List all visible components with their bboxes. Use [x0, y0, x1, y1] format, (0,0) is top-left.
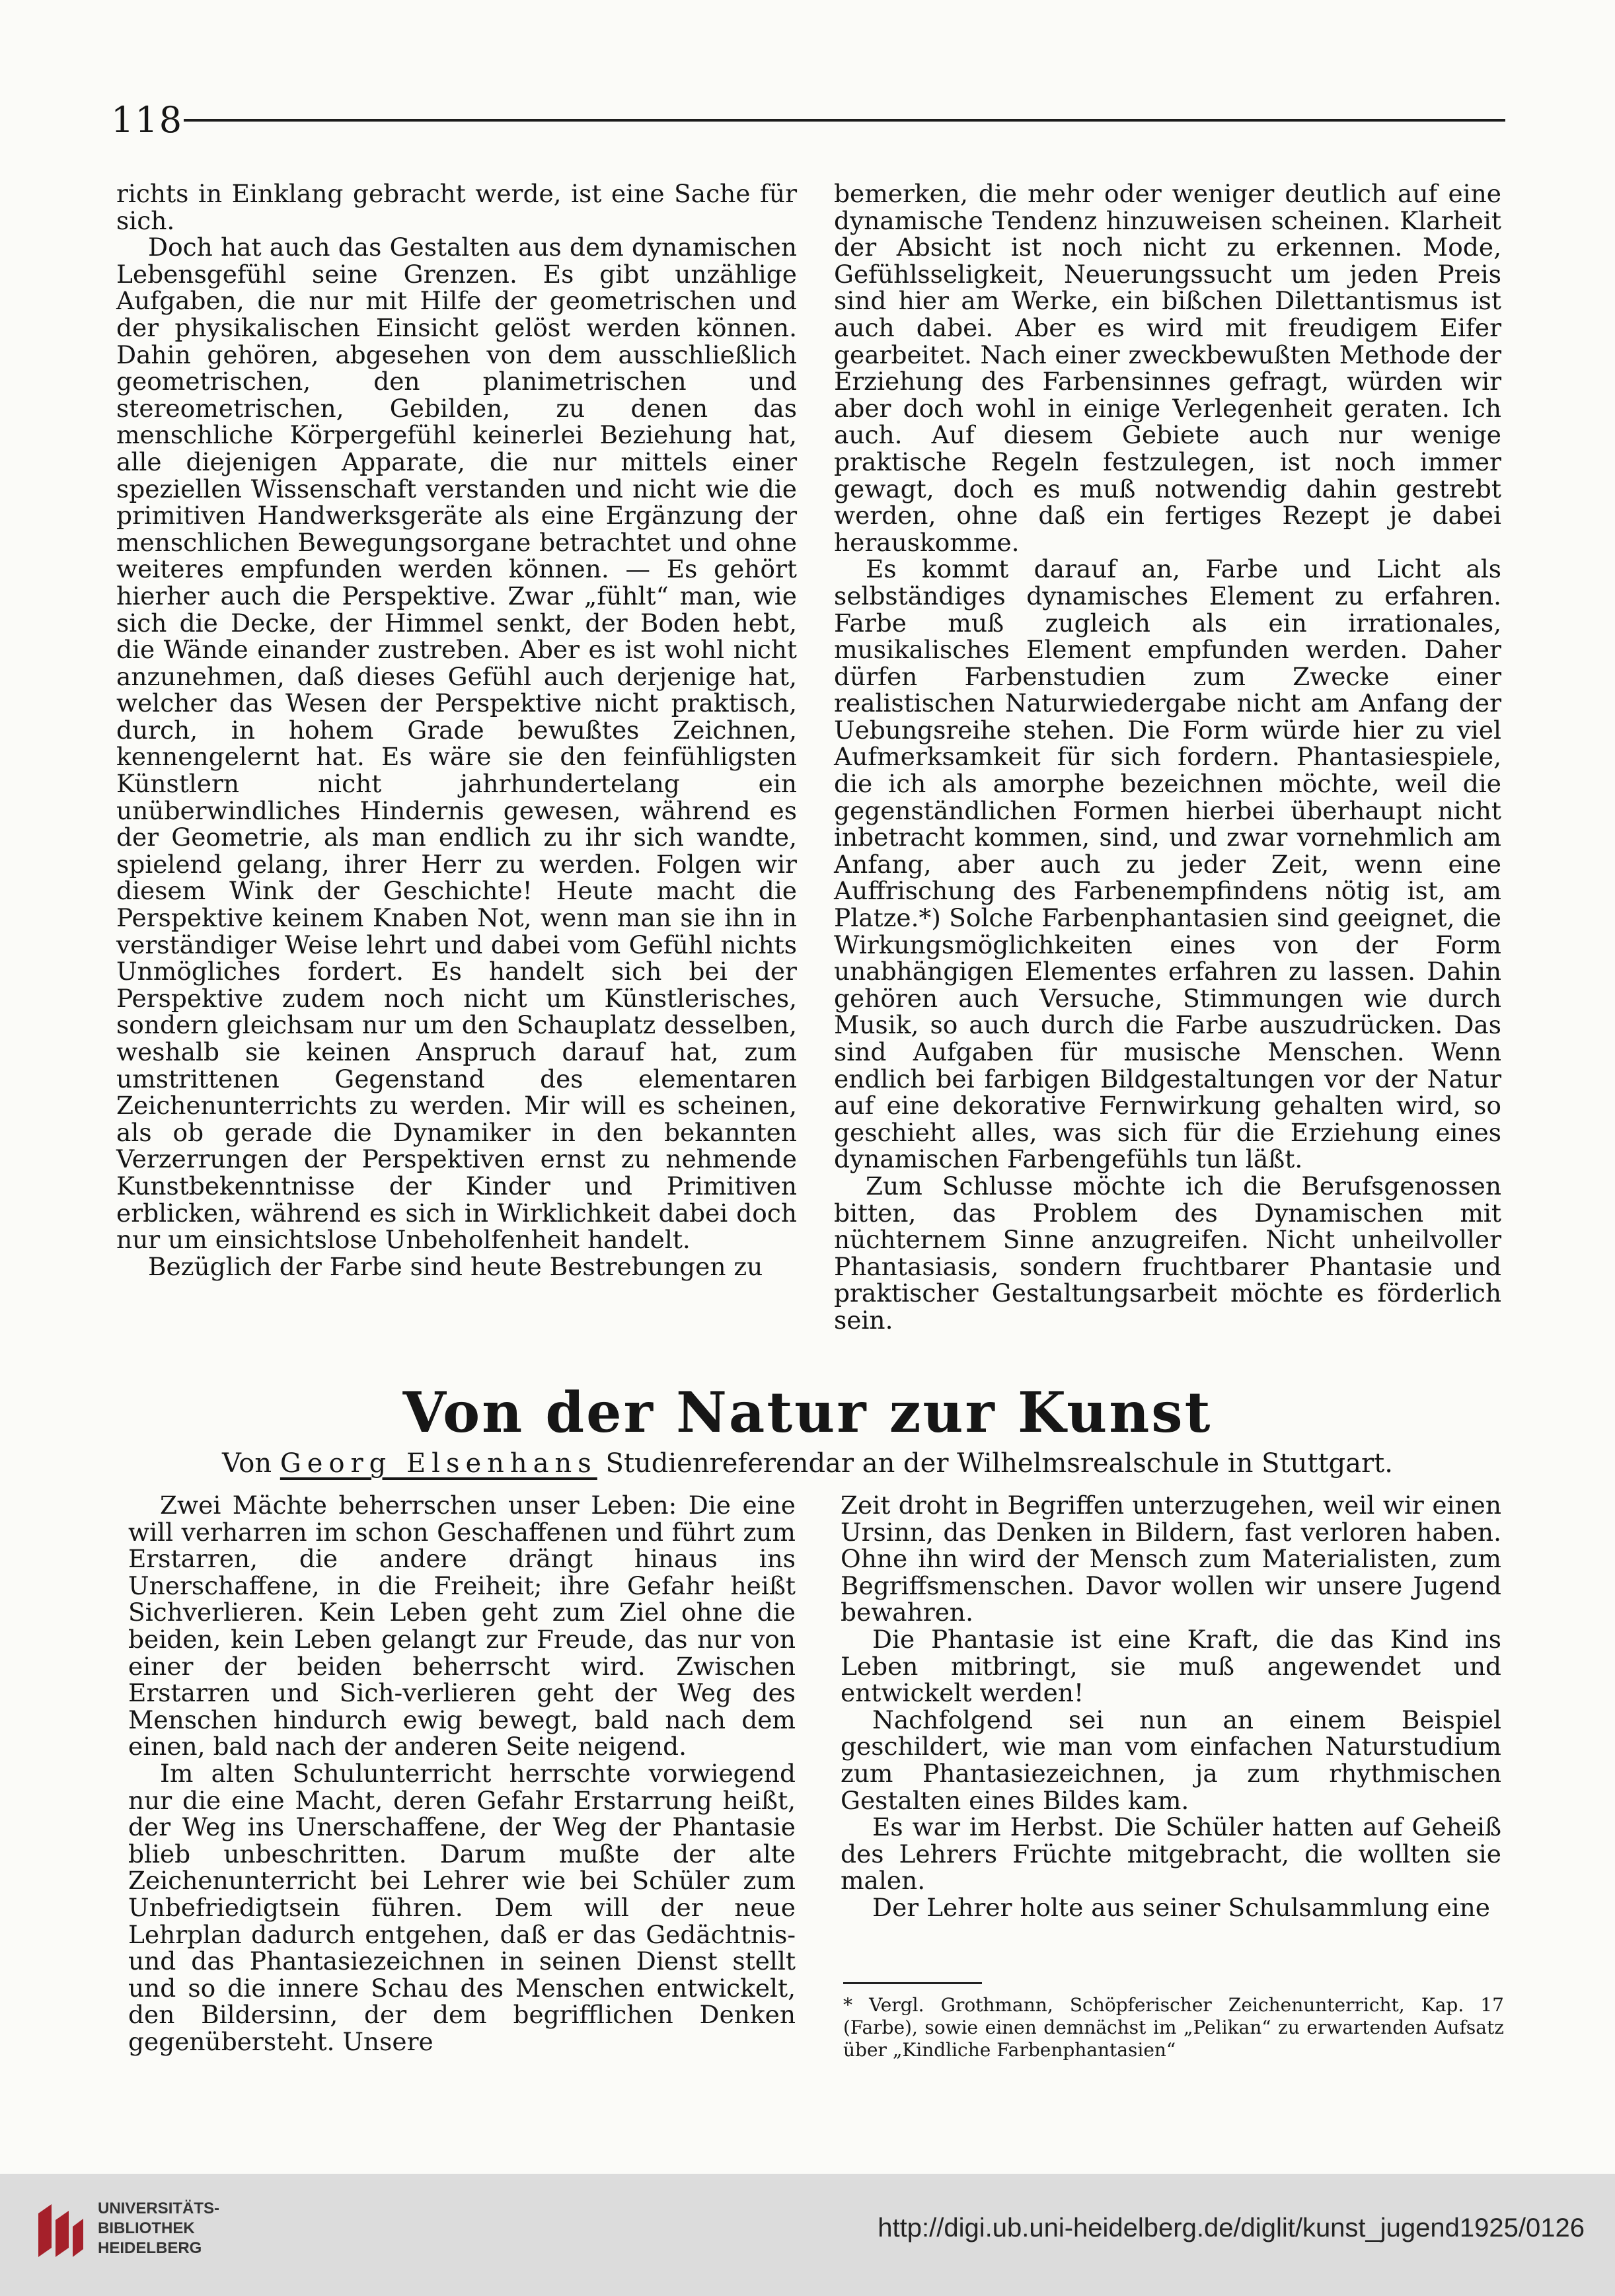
source-url-link[interactable]: http://digi.ub.uni-heidelberg.de/diglit/kunst_jugend1925/0126 [878, 2213, 1585, 2242]
page-header [111, 99, 1505, 145]
paragraph: Zum Schlusse möchte ich die Berufsgenossen bitten, das Problem des Dynamischen mit nüchternem Sinne anzugreifen. Nicht unheilvoller Phantasiasis, sondern fruchtbarer Phantasie und praktischer Gestaltungsarbeit möchte es förderlich sein. [834, 1171, 1501, 1335]
paragraph: Zeit droht in Begriffen unterzugehen, weil wir einen Ursinn, das Denken in Bildern, fast verloren haben. Ohne ihn wird der Mensch zum Materialisten, zum Begriffsmenschen. Davor wollen wir unsere Jugend bewahren. [841, 1491, 1501, 1627]
paragraph: Es war im Herbst. Die Schüler hatten auf Geheiß des Lehrers Früchte mitgebracht, die wollten sie malen. [841, 1812, 1501, 1896]
paragraph: Die Phantasie ist eine Kraft, die das Kind ins Leben mitbringt, sie muß angewendet und entwickelt werden! [841, 1624, 1501, 1708]
library-name-line: UNIVERSITÄTS- [98, 2200, 220, 2217]
paragraph: Doch hat auch das Gestalten aus dem dynamischen Lebensgefühl seine Grenzen. Es gibt unzählige Aufgaben, die nur mit Hilfe der geometrischen und der physikalischen Einsicht gelöst werden können. Dahin gehören, abgesehen von dem ausschließlich geometrischen, den planimetrischen und stereometrischen, Gebilden, zu denen das menschliche Körpergefühl keinerlei Beziehung hat, alle diejenigen Apparate, die nur mittels einer speziellen Wissenschaft verstanden und nicht wie die primitiven Handwerksgeräte als eine Ergänzung der menschlichen Bewegungsorgane betrachtet und ohne weiteres empfunden werden können. — Es gehört hierher auch die Perspektive. Zwar „fühlt“ man, wie sich die Decke, der Himmel senkt, der Boden hebt, die Wände einander zustreben. Aber es ist wohl nicht anzunehmen, daß dieses Gefühl auch derjenige hat, welcher das Wesen der Perspektive nicht praktisch, durch, in hohem Grade bewußtes Zeichnen, kennengelernt hat. Es wäre sie den feinfühligsten Künstlern nicht jahrhundertelang ein unüberwindliches Hindernis gewesen, während es der Geometrie, als man endlich zu ihr sich wandte, spielend gelang, ihrer Herr zu werden. Folgen wir diesem Wink der Geschichte! Heute macht die Perspektive keinem Knaben Not, wenn man sie ihn in verständiger Weise lehrt und dabei vom Gefühl nichts Unmögliches fordert. Es handelt sich bei der Perspektive zudem noch nicht um Künstlerisches, sondern gleichsam nur um den Schauplatz desselben, weshalb sie keinen Anspruch darauf hat, zum umstrittenen Gegenstand des elementaren Zeichenunterrichts zu werden. Mir will es scheinen, als ob gerade die Dynamiker in den bekannten Verzerrungen der Perspektiven ernst zu nehmende Kunstbekenntnisse der Kinder und Primitiven erblicken, während es sich in Wirklichkeit dabei doch nur um einsichtslose Unbeholfenheit handelt. [116, 233, 797, 1255]
byline-affiliation: Studienreferendar an der Wilhelmsrealschule in Stuttgart. [605, 1448, 1393, 1479]
footnote: * Vergl. Grothmann, Schöpferischer Zeichenunterricht, Kap. 17 (Farbe), sowie einen demnächst im „Pelikan“ zu erwartenden Aufsatz über „Kindliche Farbenphantasien“ [843, 1994, 1504, 2061]
lower-left-column [128, 1492, 796, 2055]
library-name [98, 2199, 219, 2258]
page-number: 118 [111, 99, 184, 141]
university-library-logo-icon [33, 2200, 86, 2260]
upper-left-column [116, 180, 797, 1280]
upper-right-column [834, 180, 1501, 1334]
article-byline [0, 1448, 1615, 1479]
article-title: Von der Natur zur Kunst [402, 1380, 1213, 1445]
library-footer [0, 2174, 1615, 2296]
library-name-line: HEIDELBERG [98, 2239, 202, 2257]
lower-right-column [841, 1492, 1501, 1921]
paragraph: Bezüglich der Farbe sind heute Bestrebungen zu [148, 1251, 763, 1281]
paragraph: Im alten Schulunterricht herrschte vorwiegend nur die eine Macht, deren Gefahr Erstarrung heißt, der Weg ins Unerschaffene, der Weg der Phantasie blieb unbeschritten. Darum mußte der alte Zeichenunterricht bei Lehrer wie bei Schüler zum Unbefriedigtsein führen. Dem will der neue Lehrplan dadurch entgehen, daß er das Gedächtnis- und das Phantasiezeichnen in seinen Dienst stellt und so die innere Schau des Menschen entwickelt, den Bildersinn, der dem begrifflichen Denken gegenübersteht. Unsere [128, 1758, 796, 2056]
paragraph: Der Lehrer holte aus seiner Schulsammlung eine [872, 1892, 1490, 1922]
author-name: Georg Elsenhans [280, 1448, 597, 1479]
paragraph: richts in Einklang gebracht werde, ist eine Sache für sich. [116, 179, 797, 235]
footnote-rule [843, 1982, 982, 1984]
byline-prefix: Von [222, 1448, 272, 1479]
paragraph: Zwei Mächte beherrschen unser Leben: Die eine will verharren im schon Geschaffenen und führt zum Erstarren, die andere drängt hinaus ins Unerschaffene, in die Freiheit; ihre Gefahr heißt Sichverlieren. Kein Leben geht zum Ziel ohne die beiden, kein Leben gelangt zur Freude, das nur von einer der beiden beherrscht wird. Zwischen Erstarren und Sich-verlieren geht der Weg des Menschen hindurch ewig bewegt, bald nach dem einen, bald nach der anderen Seite neigend. [128, 1491, 796, 1761]
library-name-line: BIBLIOTHEK [98, 2219, 195, 2237]
paragraph: Nachfolgend sei nun an einem Beispiel geschildert, wie man vom einfachen Naturstudium zum Phantasiezeichnen, ja zum rhythmischen Gestalten eines Bildes kam. [841, 1705, 1501, 1815]
paragraph: bemerken, die mehr oder weniger deutlich auf eine dynamische Tendenz hinzuweisen scheinen. Klarheit der Absicht ist noch nicht zu erkennen. Mode, Gefühlsseligkeit, Neuerungssucht um jeden Preis sind hier am Werke, ein bißchen Dilettantismus ist auch dabei. Aber es wird mit freudigem Eifer gearbeitet. Nach einer zweckbewußten Methode der Erziehung des Farbensinnes gefragt, würden wir aber doch wohl in einige Verlegenheit geraten. Ich auch. Auf diesem Gebiete auch nur wenige praktische Regeln festzulegen, ist noch immer gewagt, doch es muß notwendig dahin gestrebt werden, ohne daß ein fertiges Rezept je dabei herauskomme. [834, 179, 1501, 557]
paragraph: Es kommt darauf an, Farbe und Licht als selbständiges dynamisches Element zu erfahren. Farbe muß zugleich als ein irrationales, musikalisches Element empfunden werden. Daher dürfen Farbenstudien zum Zwecke einer realistischen Naturwiedergabe nicht am Anfang der Uebungsreihe stehen. Die Form würde hier zu viel Aufmerksamkeit für sich fordern. Phantasiespiele, die ich als amorphe bezeichnen möchte, weil die gegenständlichen Formen hierbei überhaupt nicht inbetracht kommen, sind, und zwar vornehmlich am Anfang, aber auch zu jeder Zeit, wenn eine Auffrischung des Farbenempfindens nötig ist, am Platze.*) Solche Farbenphantasien sind geeignet, die Wirkungsmöglichkeiten eines von der Form unabhängigen Elementes erfahren zu lassen. Dahin gehören auch Versuche, Stimmungen wie durch Musik, so auch durch die Farbe auszudrücken. Das sind Aufgaben für musische Menschen. Wenn endlich bei farbigen Bildgestaltungen vor der Natur auf eine dekorative Fernwirkung gehalten wird, so geschieht alles, was sich für die Erziehung eines dynamischen Farbengefühls tun läßt. [834, 554, 1501, 1174]
header-rule [184, 119, 1505, 122]
